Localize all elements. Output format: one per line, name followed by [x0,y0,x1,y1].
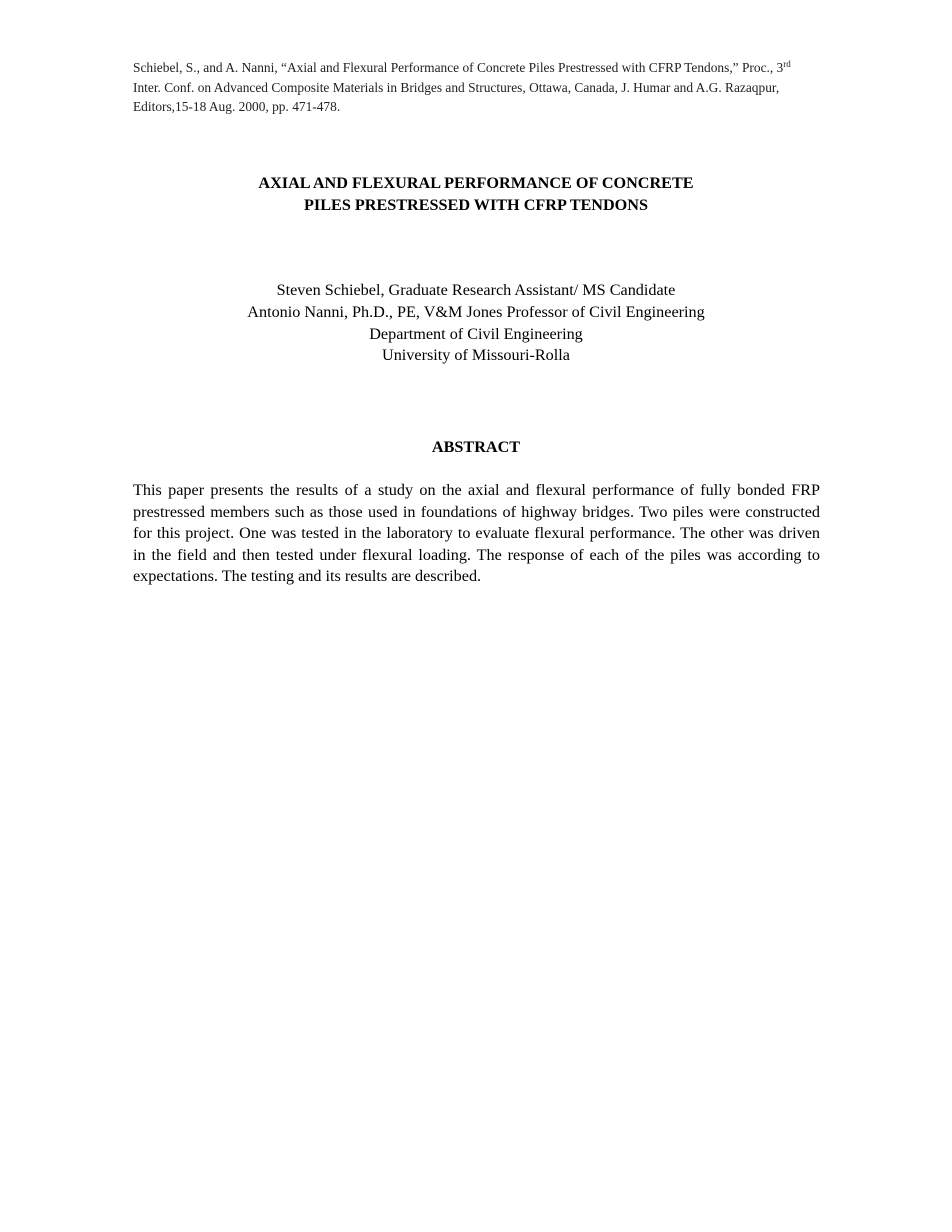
citation-text-part2: Inter. Conf. on Advanced Composite Materials in Bridges and Structures, Ottawa, Canada, J. Humar and A.G. Razaqpur, Editors,15-18 Aug. 2000, pp. 471-478. [133,79,780,114]
abstract-body: This paper presents the results of a study on the axial and flexural performance of fully bonded FRP prestressed members such as those used in foundations of highway bridges. Two piles were constructed for this project. One was tested in the laboratory to evaluate flexural performance. The other was driven in the field and then tested under flexural loading. The response of each of the piles was according to expectations. The testing and its results are described. [133,481,820,586]
university: University of Missouri-Rolla [382,346,570,365]
citation-text-part1: Schiebel, S., and A. Nanni, “Axial and Flexural Performance of Concrete Piles Prestressed with CFRP Tendons,” Proc., 3 [133,60,784,75]
citation-superscript: rd [783,59,791,69]
department: Department of Civil Engineering [369,324,583,343]
author-1: Steven Schiebel, Graduate Research Assistant/ MS Candidate [276,281,676,299]
author-2: Antonio Nanni, Ph.D., PE, V&M Jones Professor of Civil Engineering [247,302,705,321]
paper-title-line-2: PILES PRESTRESSED WITH CFRP TENDONS [304,195,648,214]
abstract-heading: ABSTRACT [431,438,521,456]
paper-title [133,173,819,216]
author-block [133,280,819,367]
paper-title-line-1: AXIAL AND FLEXURAL PERFORMANCE OF CONCRETE [258,174,694,192]
citation-header [133,58,793,117]
